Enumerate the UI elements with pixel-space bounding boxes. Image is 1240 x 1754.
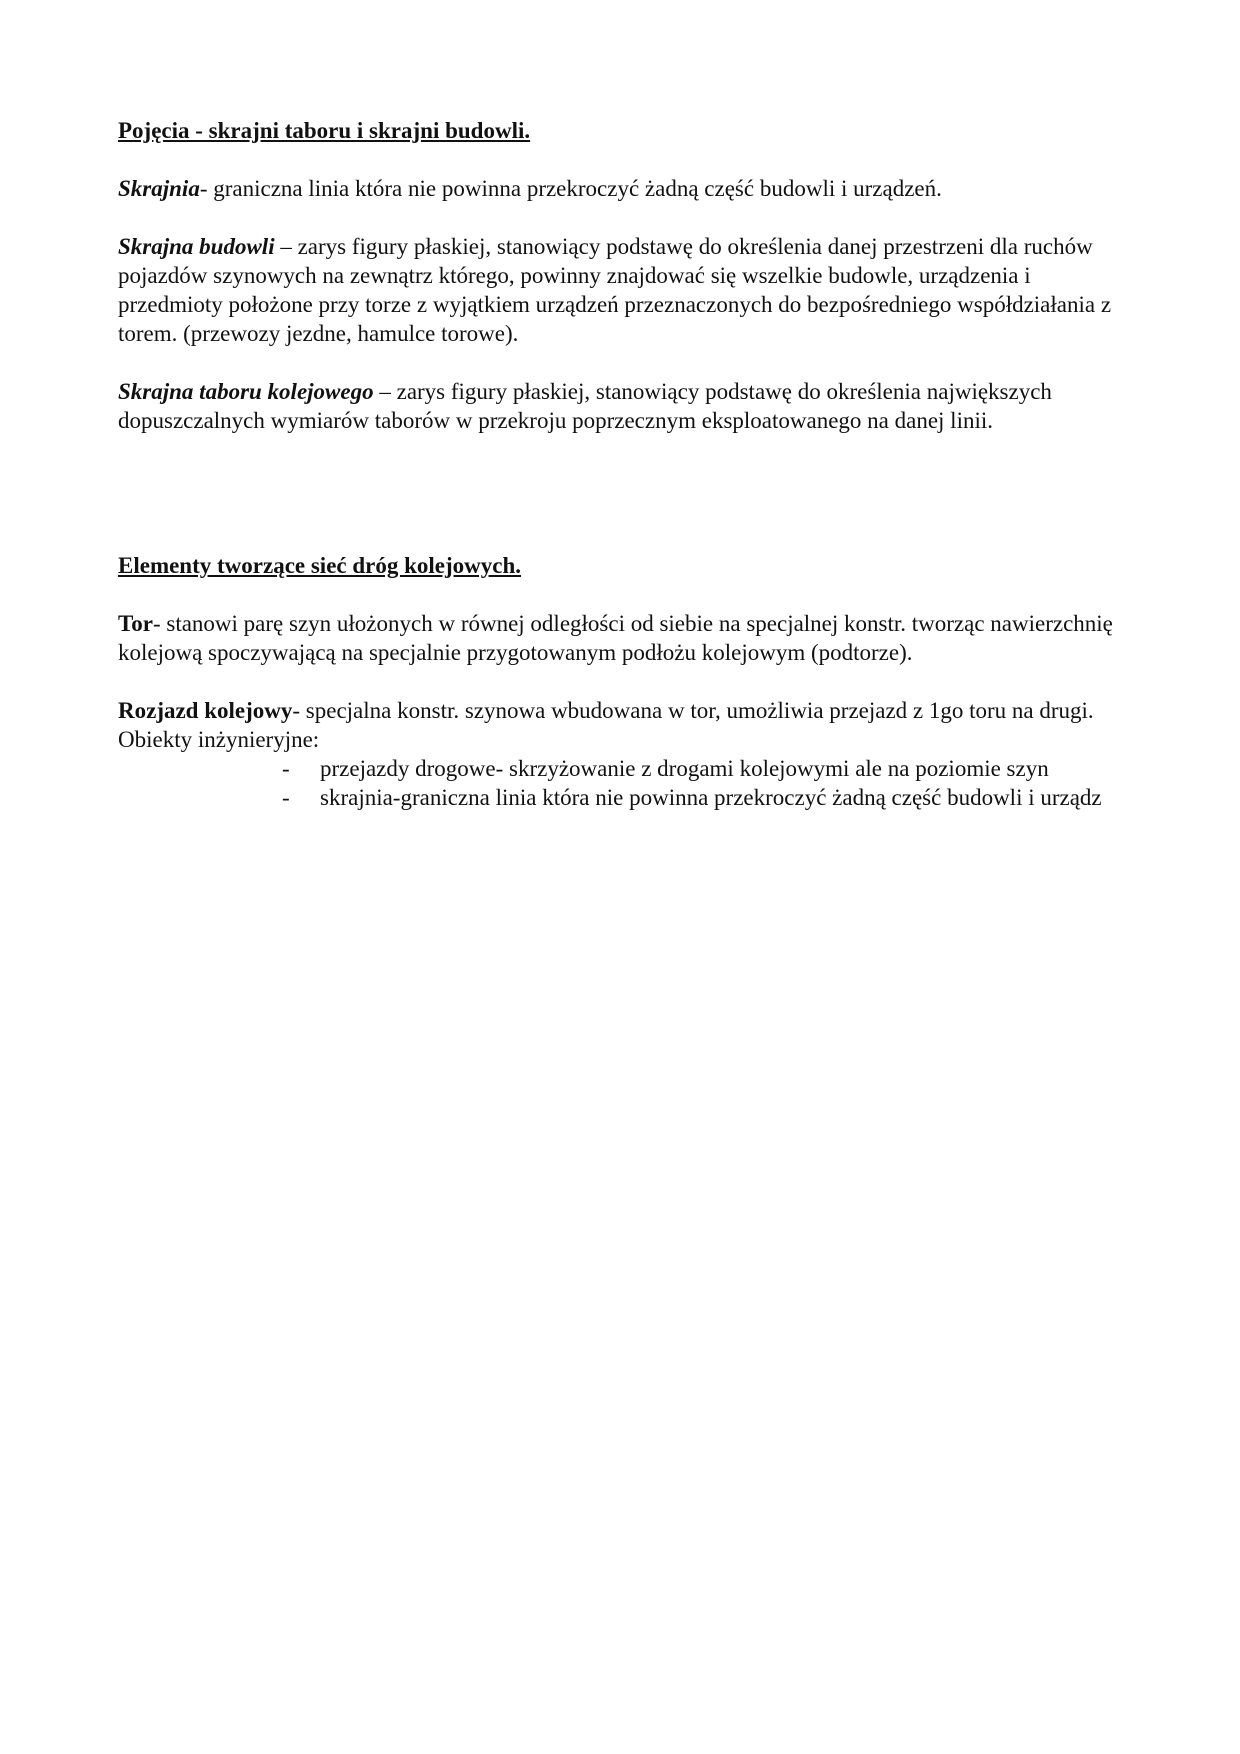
spacer (118, 203, 1128, 232)
section-heading-elements: Elementy tworzące sieć dróg kolejowych. (118, 553, 522, 578)
spacer (118, 667, 1128, 696)
engineering-objects-list (118, 754, 1128, 812)
definition-rozjazd (118, 696, 1128, 725)
list-item (118, 754, 1128, 783)
objects-label: Obiekty inżynieryjne: (118, 727, 320, 752)
definition-text-skrajna-budowli: – zarys figury płaskiej, stanowiący podstawę do określenia danej przestrzeni dla ruchów pojazdów szynowych na zewnątrz którego, powinny znajdować się wszelkie budowle, urządzenia i przedmioty położone przy torze z wyjątkiem urządzeń przeznaczonych do bezpośredniego współdziałania z torem. (przewozy jezdne, hamulce torowe). (118, 234, 1112, 346)
list-item (118, 783, 1128, 812)
spacer (118, 145, 1128, 174)
document-content (118, 116, 1128, 812)
term-rozjazd: Rozjazd kolejowy (118, 698, 293, 723)
spacer (118, 348, 1128, 377)
term-skrajna-budowli: Skrajna budowli (118, 234, 275, 259)
list-dash: - (282, 756, 290, 781)
definition-text-skrajnia: - graniczna linia która nie powinna przekroczyć żadną część budowli i urządzeń. (199, 176, 942, 201)
term-tor: Tor (118, 611, 153, 636)
term-skrajnia: Skrajnia (118, 176, 200, 201)
section-heading-concepts: Pojęcia - skrajni taboru i skrajni budowli. (118, 118, 531, 143)
definition-skrajna-budowli (118, 232, 1128, 348)
definition-text-skrajna-taboru: – zarys figury płaskiej, stanowiący podstawę do określenia największych dopuszczalnych wymiarów taborów w przekroju poprzecznym eksploatowanego na danej linii. (118, 379, 1052, 433)
list-dash: - (282, 785, 290, 810)
definition-tor (118, 609, 1128, 667)
list-item-text: przejazdy drogowe- skrzyżowanie z drogami kolejowymi ale na poziomie szyn (320, 756, 1049, 781)
definition-text-tor: - stanowi parę szyn ułożonych w równej odległości od siebie na specjalnej konstr. tworząc nawierzchnię kolejową spoczywającą na specjalnie przygotowanym podłożu kolejowym (podtorze). (118, 611, 1113, 665)
term-skrajna-taboru: Skrajna taboru kolejowego (118, 379, 374, 404)
definition-text-rozjazd: - specjalna konstr. szynowa wbudowana w tor, umożliwia przejazd z 1go toru na drugi. (292, 698, 1094, 723)
definition-skrajnia (118, 174, 1128, 203)
spacer (118, 580, 1128, 609)
spacer (118, 435, 1128, 551)
list-item-text: skrajnia-graniczna linia która nie powinna przekroczyć żadną część budowli i urządz (320, 785, 1102, 810)
definition-skrajna-taboru (118, 377, 1128, 435)
